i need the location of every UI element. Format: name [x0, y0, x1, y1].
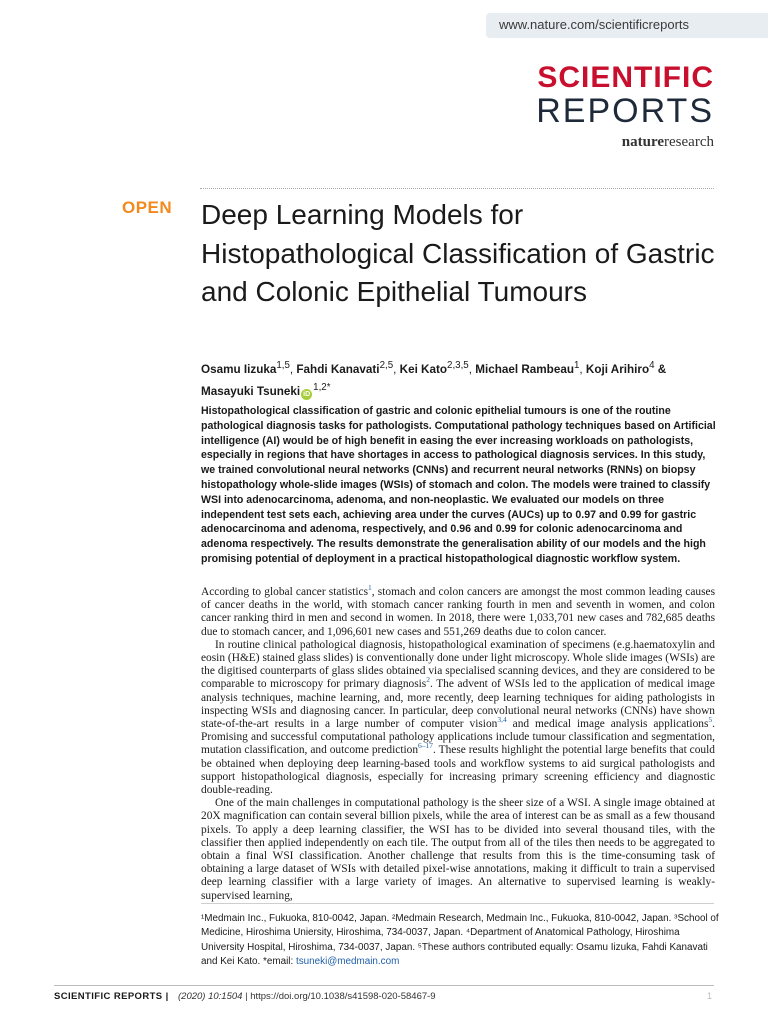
footer-doi[interactable]: | https://doi.org/10.1038/s41598-020-58467-9	[242, 991, 436, 1002]
author-affiliation-ref: 4	[649, 360, 655, 371]
journal-logo	[536, 62, 714, 151]
logo-reports: REPORTS	[536, 92, 714, 130]
author-name: Osamu Iizuka	[201, 362, 277, 376]
author-list: Osamu Iizuka$^{1,5}$, Fahdi Kanavati$^{2,5}$, Kei Kato$^{2,3,5}$, Michael Rambeau$^1$, Koji Arihiro$^4$ & Masayuki Tsuneki $iD^{1,2*}$	[201, 360, 667, 398]
journal-url[interactable]: www.nature.com/scientificreports	[499, 17, 690, 32]
citation-link[interactable]: 1	[368, 583, 372, 593]
body-text: In routine clinical pathological diagnosis, histopathological examination of specimens (e.g.haematoxylin and eosin (H&E) stained glass slides) is conventionally done under light microscopy. Whole slide images (WSIs) are the digitised counterparts of glass slides obtained via specialised scanning devices, and they are considered to be comparable to microscopy for primary diagnosis	[201, 638, 715, 691]
author-affiliation-ref: 2,5	[379, 360, 394, 371]
footer-citation	[178, 991, 436, 1002]
page-number: 1	[706, 991, 712, 1001]
body-text: According to global cancer statistics	[201, 586, 369, 598]
footer-journal-name: SCIENTIFIC REPORTS |	[54, 991, 169, 1002]
footer-divider	[54, 985, 714, 986]
header-divider	[200, 188, 714, 189]
body-paragraph	[201, 639, 715, 797]
article-body	[201, 583, 716, 903]
body-paragraph: One of the main challenges in computational pathology is the sheer size of a WSI. A single image obtained at 20X magnification can contain several billion pixels, while the area of interest can be as small as a few thousand pixels. To apply a deep learning classifier, the WSI has to be divided into several thousand tiles, with the classifier then applied independently on each tile. The output from all of the tiles then needs to be aggregated to obtain a final WSI classification. Another challenge that results from this is the time-consuming task of obtaining a large dataset of WSIs with detailed pixel-wise annotations, making it difficult to train a supervised deep learning classifier with a large variety of images. An alternative to supervised learning is weakly-supervised learning,	[201, 797, 715, 902]
citation-link[interactable]: 5	[708, 715, 713, 725]
author-separator: &	[654, 362, 667, 376]
author-affiliation-ref: 1,5	[276, 360, 290, 371]
author-name: Fahdi Kanavati	[296, 362, 380, 376]
open-access-label: OPEN	[122, 198, 173, 217]
publisher-logo	[536, 134, 714, 151]
body-text: . These results highlight the potential large benefits that could be obtained when deploying deep learning-based tools and workflow systems to aid surgical pathologists and support histopathological diagnosis, especially for increasing primary screening efficiency and diagnostic double-reading.	[201, 744, 715, 797]
footer-volume: (2020) 10:1504	[178, 991, 243, 1002]
affiliation-divider	[201, 903, 714, 904]
author-affiliation-ref: 1	[573, 360, 580, 371]
author-name: Michael Rambeau	[475, 362, 574, 376]
logo-scientific: SCIENTIFIC	[537, 61, 714, 94]
author-name: Kei Kato	[399, 362, 448, 376]
citation-link[interactable]: 2	[426, 675, 430, 685]
publisher-name-b: research	[664, 134, 714, 150]
body-text: . The advent of WSIs led to the application of medical image analysis techniques, machine learning, and, more recently, deep learning techniques for aiding pathologists in inspecting WSIs and diagnosing cancer. In particular, deep convolutional neural networks (CNNs) have shown state-of-the-art results in a large number of computer vision	[201, 678, 715, 731]
author-affiliation-ref: 2,3,5	[447, 360, 469, 371]
body-text: , stomach and colon cancers are amongst the most common leading causes of cancer deaths in the world, with stomach cancer ranking fourth in men and seventh in women, and colon cancer ranking third in men and second in women. In 2018, there were 1,033,701 new cases and 782,685 deaths due to stomach cancer, and 1,096,601 new cases and 551,269 deaths due to colon cancer.	[201, 586, 716, 638]
author-name: Masayuki Tsuneki	[201, 384, 301, 398]
abstract: Histopathological classification of gastric and colonic epithelial tumours is one of the routine pathological diagnosis tasks for pathologists. Computational pathology techniques based on Artificial intelligence (AI) would be of high benefit in easing the ever increasing workloads on pathologists, especially in regions that have shortages in access to pathological diagnosis services. In this study, we trained convolutional neural networks (CNNs) and recurrent neural networks (RNNs) on biopsy histopathology whole-slide images (WSIs) of stomach and colon. The models were trained to classify WSI into adenocarcinoma, adenoma, and non-neoplastic. We evaluated our models on three independent test sets each, achieving area under the curves (AUCs) up to 0.97 and 0.99 for gastric adenocarcinoma and adenoma, respectively, and 0.96 and 0.99 for colonic adenocarcinoma and adenoma respectively. The results demonstrate the generalisation ability of our models and the high promising potential of deployment in a practical histopathological diagnostic workflow system.	[201, 405, 716, 565]
article-title: Deep Learning Models for Histopathological Classification of Gastric and Colonic Epithelial Tumours	[201, 199, 715, 307]
author-name: Koji Arihiro	[585, 362, 650, 376]
body-paragraph	[201, 583, 716, 639]
body-text: . Promising and successful computational pathology applications include tumour classification and segmentation, mutation classification, and outcome prediction	[201, 718, 716, 757]
author-affiliation-ref: 1,2*	[313, 381, 331, 393]
affiliation-text: ¹Medmain Inc., Fukuoka, 810-0042, Japan. ²Medmain Research, Medmain Inc., Fukuoka, 810-0042, Japan. ³School of Medicine, Hiroshima Uniersity, Hiroshima, 734-0037, Japan. ⁴Department of Anatomical Pathology, Hiroshima University Hospital, Hiroshima, 734-0037, Japan. ⁵These authors contributed equally: Osamu Iizuka, Fahdi Kanavati and Kei Kato. *email:	[201, 913, 719, 967]
journal-url-bar[interactable]	[486, 13, 768, 38]
publisher-name-a: nature	[621, 134, 665, 150]
citation-link[interactable]: 6–17	[418, 741, 434, 751]
citation-link[interactable]: 3,4	[497, 715, 507, 725]
corresponding-email-link[interactable]: tsuneki@medmain.com	[295, 955, 400, 967]
orcid-icon[interactable]: iD	[303, 390, 311, 398]
affiliations	[201, 912, 721, 969]
body-text: and medical image analysis applications	[506, 718, 709, 731]
